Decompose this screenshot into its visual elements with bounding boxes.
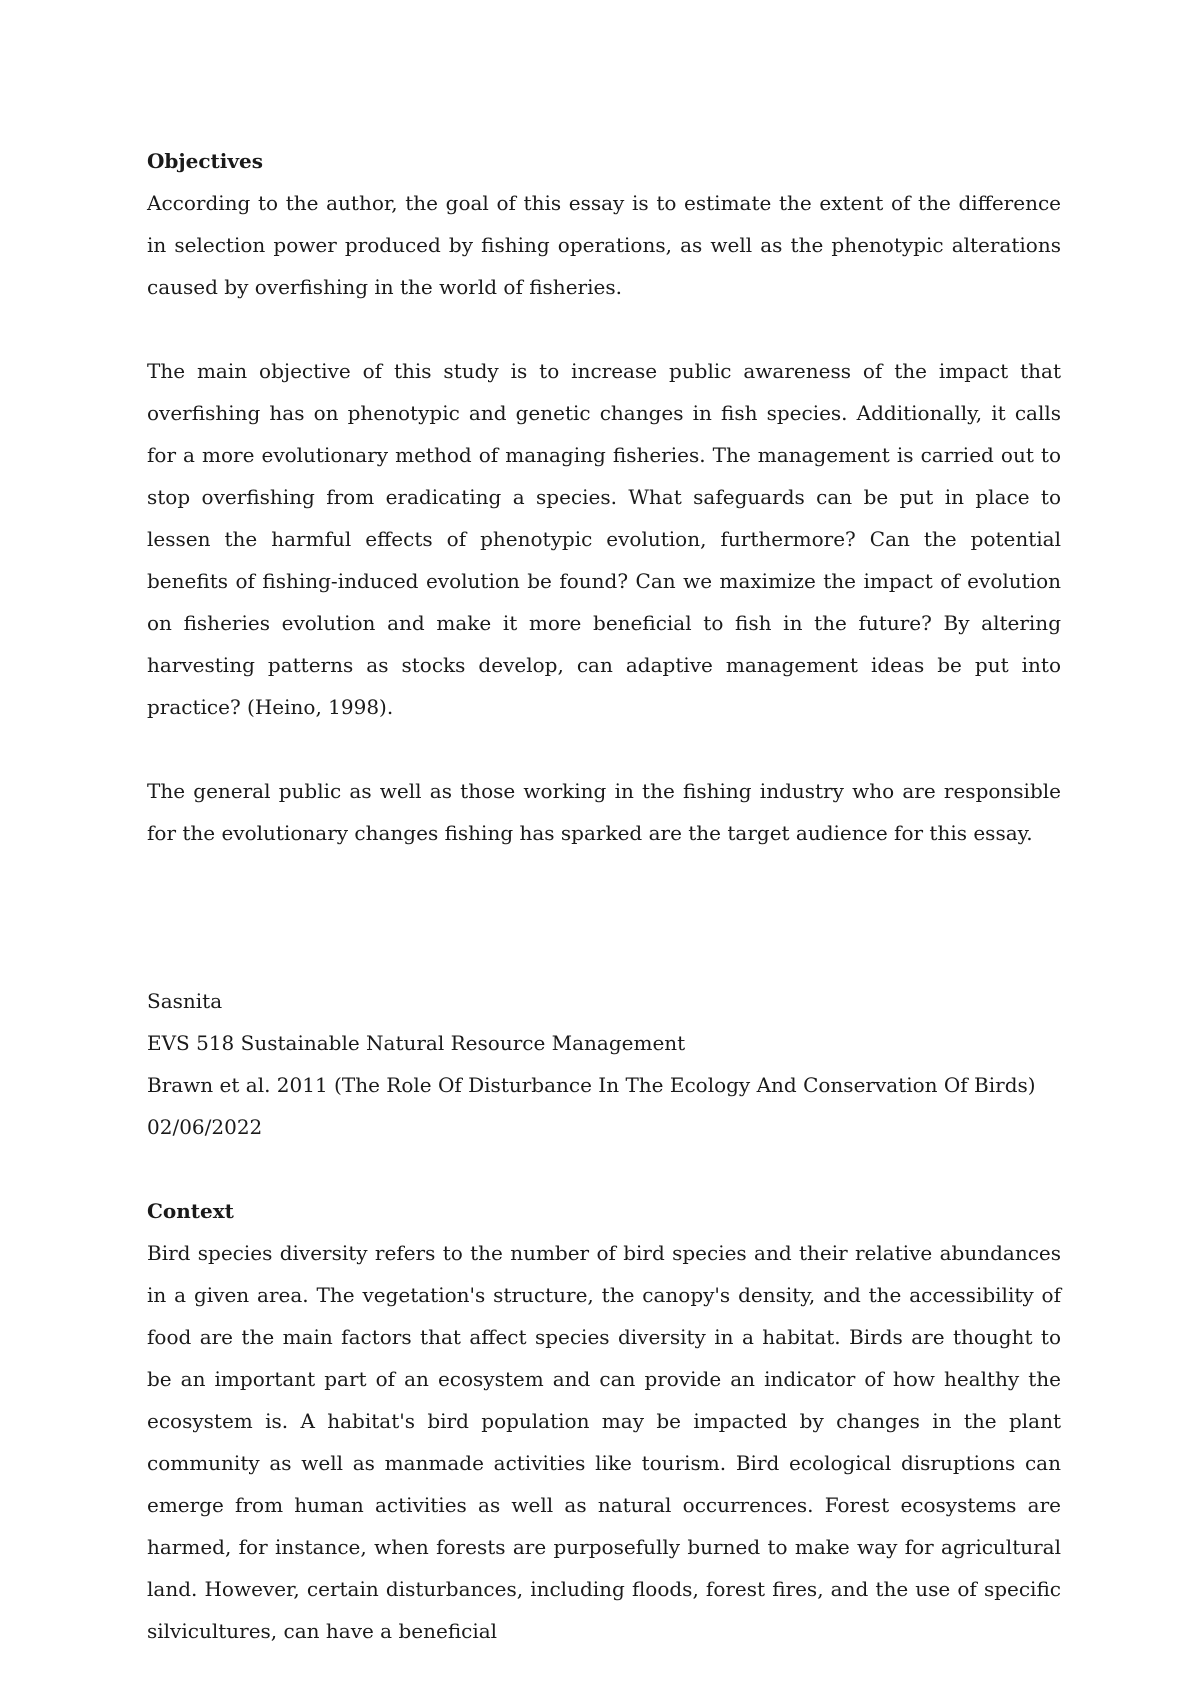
objectives-paragraph-2: The main objective of this study is to increase public awareness of the impact that overfishing has on phenotypic and genetic changes in fish species. Additionally, it calls for a more evolutionary method of managing fisheries. The management is carried out to stop overfishing from eradicating a species. What safeguards can be put in place to lessen the harmful effects of phenotypic evolution, furthermore? Can the potential benefits of fishing-induced evolution be found? Can we maximize the impact of evolution on fisheries evolution and make it more beneficial to fish in the future? By altering harvesting patterns as stocks develop, can adaptive management ideas be put into practice? (Heino, 1998). [147, 359, 1061, 719]
objectives-paragraph-3: The general public as well as those working in the fishing industry who are responsible for the evolutionary changes fishing has sparked are the target audience for this essay. [147, 779, 1061, 845]
document-date: 02/06/2022 [147, 1115, 263, 1139]
assignment-header-block [147, 980, 1061, 1148]
paragraph-spacer [147, 1148, 1061, 1190]
reference-citation: Brawn et al. 2011 (The Role Of Disturbance In The Ecology And Conservation Of Birds) [147, 1073, 1036, 1097]
author-name: Sasnita [147, 989, 223, 1013]
document-body [147, 140, 1061, 1652]
paragraph-spacer [147, 728, 1061, 770]
context-heading: Context [147, 1199, 234, 1223]
context-paragraph: Bird species diversity refers to the number of bird species and their relative abundances in a given area. The vegetation's structure, the canopy's density, and the accessibility of food are the main factors that affect species diversity in a habitat. Birds are thought to be an important part of an ecosystem and can provide an indicator of how healthy the ecosystem is. A habitat's bird population may be impacted by changes in the plant community as well as manmade activities like tourism. Bird ecological disruptions can emerge from human activities as well as natural occurrences. Forest ecosystems are harmed, for instance, when forests are purposefully burned to make way for agricultural land. However, certain disturbances, including floods, forest fires, and the use of specific silvicultures, can have a beneficial [147, 1241, 1061, 1643]
paragraph-spacer [147, 308, 1061, 350]
course-title: EVS 518 Sustainable Natural Resource Management [147, 1031, 686, 1055]
objectives-paragraph-1: According to the author, the goal of this essay is to estimate the extent of the difference in selection power produced by fishing operations, as well as the phenotypic alterations caused by overfishing in the world of fisheries. [147, 191, 1061, 299]
section-spacer [147, 854, 1061, 980]
objectives-heading: Objectives [147, 149, 263, 173]
